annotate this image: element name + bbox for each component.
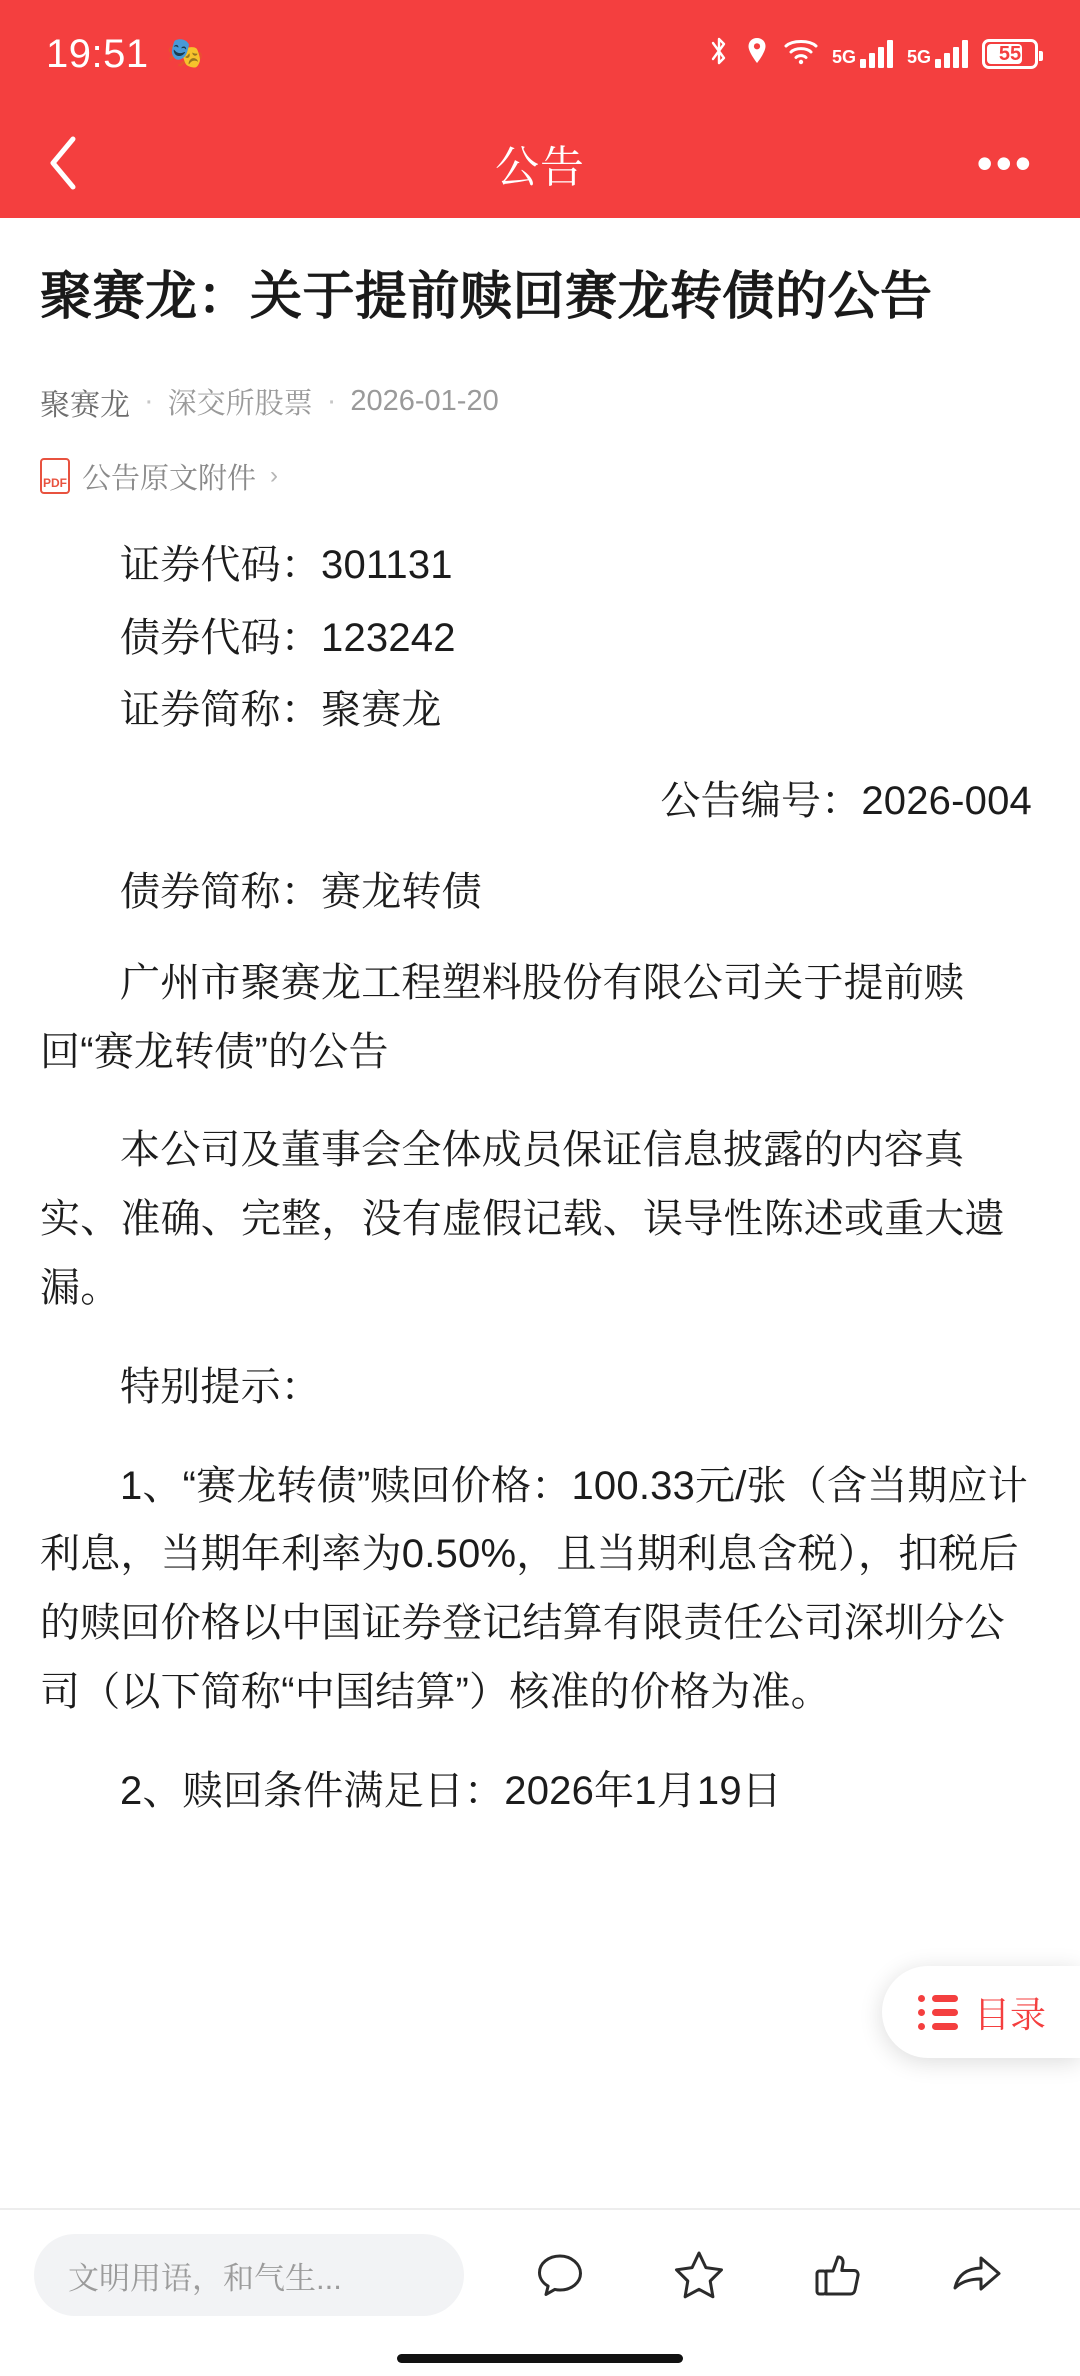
chevron-left-icon [46,135,80,191]
comment-button[interactable] [521,2236,599,2314]
signal-bars-2 [935,40,968,68]
page-title: 公告 [495,143,585,192]
chevron-right-icon: › [270,462,279,490]
article-title: 聚赛龙：关于提前赎回赛龙转债的公告 [40,268,933,326]
article-meta [40,380,1040,424]
more-horizontal-icon: ••• [976,136,1034,189]
article-paragraph: 广州市聚赛龙工程塑料股份有限公司关于提前赎回“赛龙转债”的公告 [40,960,965,1074]
status-bar-left [46,32,204,77]
article-paragraph: 证券代码：301131 [120,542,453,587]
article [0,218,1080,1826]
action-icons [474,2236,1046,2314]
status-time: 19:51 [46,31,149,76]
meta-separator-1: · [144,385,154,418]
article-paragraph: 债券代码：123242 [120,615,456,660]
bottom-action-bar [0,2208,1080,2340]
signal-bars-1 [860,40,893,68]
status-bar-right [708,36,1038,72]
article-paragraph: 本公司及董事会全体成员保证信息披露的内容真实、准确、完整，没有虚假记载、误导性陈述或重大遗漏。 [40,1128,1005,1310]
share-button[interactable] [938,2236,1016,2314]
bluetooth-icon [708,36,730,72]
toc-button[interactable] [882,1966,1080,2058]
article-date: 2026-01-20 [350,385,499,418]
article-paragraph: 特别提示： [120,1364,321,1409]
article-paragraph: 公告编号：2026-004 [660,779,1032,824]
attachment-label: 公告原文附件 [82,462,257,495]
article-paragraph: 证券简称：聚赛龙 [120,688,442,733]
signal-1 [832,40,893,68]
article-paragraph: 1、“赛龙转债”赎回价格：100.33元/张（含当期应计利息，当期年利率为0.50%，且当期利息含税），扣税后的赎回价格以中国证券登记结算有限责任公司深圳分公司（以下简称“中国结算”）核准的价格为准。 [40,1463,1028,1714]
favorite-button[interactable] [660,2236,738,2314]
toc-label: 目录 [973,1993,1046,2035]
meta-separator-2: · [326,385,337,418]
more-button[interactable] [974,133,1034,193]
comment-input[interactable] [34,2234,464,2316]
attachment-link[interactable] [40,456,1040,497]
article-source: 聚赛龙 [40,388,130,422]
list-icon [918,1995,958,2030]
status-bar [0,0,1080,108]
comment-icon [533,2248,587,2302]
home-indicator-area [0,2340,1080,2376]
thumbs-up-icon [811,2248,865,2302]
network-label-1: 5G [831,47,856,67]
location-icon [744,36,770,72]
mask-icon: 🎭 [166,37,204,70]
like-button[interactable] [799,2236,877,2314]
comment-placeholder: 文明用语，和气生... [68,2260,342,2296]
share-icon [949,2248,1005,2302]
article-scroll-area[interactable] [0,218,1080,2208]
back-button[interactable] [46,133,106,193]
home-indicator[interactable] [397,2354,683,2363]
pdf-icon: PDF [40,458,70,494]
article-paragraph: 债券简称：赛龙转债 [120,869,482,914]
article-paragraph: 2、赎回条件满足日：2026年1月19日 [120,1768,782,1813]
article-market: 深交所股票 [167,388,313,421]
wifi-icon [784,37,818,71]
battery-icon [982,39,1038,69]
star-icon [671,2247,727,2303]
network-label-2: 5G [906,47,931,67]
nav-bar [0,108,1080,218]
battery-percent: 55 [998,42,1022,65]
signal-2 [907,40,968,68]
